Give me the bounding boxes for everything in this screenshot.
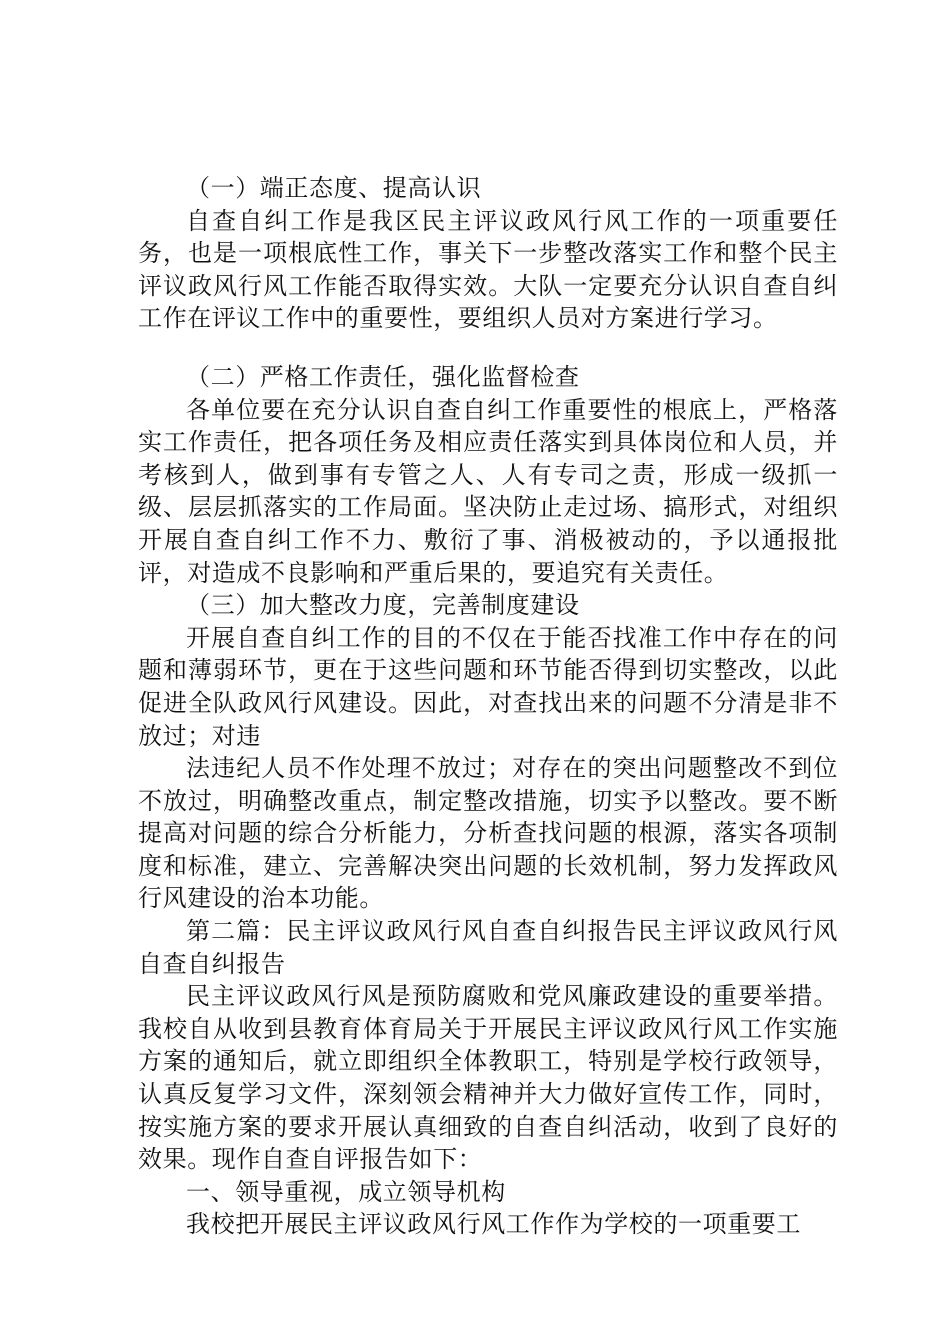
paragraph: 自查自纠工作是我区民主评议政风行风工作的一项重要任务，也是一项根底性工作，事关下一步整改落实工作和整个民主评议政风行风工作能否取得实效。大队一定要充分认识自查自纠工作在评议工作中的重要性，要组织人员对方案进行学习。 <box>138 206 838 333</box>
paragraph-gap <box>138 335 838 361</box>
paragraph: 法违纪人员不作处理不放过；对存在的突出问题整改不到位不放过，明确整改重点，制定整改措施，切实予以整改。要不断提高对问题的综合分析能力，分析查找问题的根源，落实各项制度和标准，建立、完善解决突出问题的长效机制，努力发挥政风行风建设的治本功能。 <box>138 754 838 913</box>
paragraph: 各单位要在充分认识自查自纠工作重要性的根底上，严格落实工作责任，把各项任务及相应责任落实到具体岗位和人员，并考核到人，做到事有专管之人、人有专司之责，形成一级抓一级、层层抓落实的工作局面。坚决防止走过场、搞形式，对组织开展自查自纠工作不力、敷衍了事、消极被动的，予以通报批评，对造成不良影响和严重后果的，要追究有关责任。 <box>138 395 838 587</box>
section-heading-1: （一）端正态度、提高认识 <box>186 174 482 202</box>
section-heading-4: 一、领导重视，成立领导机构 <box>186 1177 506 1206</box>
document-body <box>138 172 838 1241</box>
paragraph: 开展自查自纠工作的目的不仅在于能否找准工作中存在的问题和薄弱环节，更在于这些问题和环节能否得到切实整改，以此促进全队政风行风建设。因此，对查找出来的问题不分清是非不放过；对违 <box>138 623 838 750</box>
paragraph: 民主评议政风行风是预防腐败和党风廉政建设的重要举措。我校自从收到县教育体育局关于开展民主评议政风行风工作实施方案的通知后，就立即组织全体教职工，特别是学校行政领导，认真反复学习文件，深刻领会精神并大力做好宣传工作，同时，按实施方案的要求开展认真细致的自查自纠活动，收到了良好的效果。现作自查自评报告如下： <box>138 982 838 1174</box>
paragraph: 我校把开展民主评议政风行风工作作为学校的一项重要工 <box>186 1210 801 1239</box>
part-title: 第二篇：民主评议政风行风自查自纠报告民主评议政风行风自查自纠报告 <box>138 917 838 978</box>
section-heading-3: （三）加大整改力度，完善制度建设 <box>186 591 580 620</box>
section-heading-2: （二）严格工作责任，强化监督检查 <box>186 362 580 391</box>
